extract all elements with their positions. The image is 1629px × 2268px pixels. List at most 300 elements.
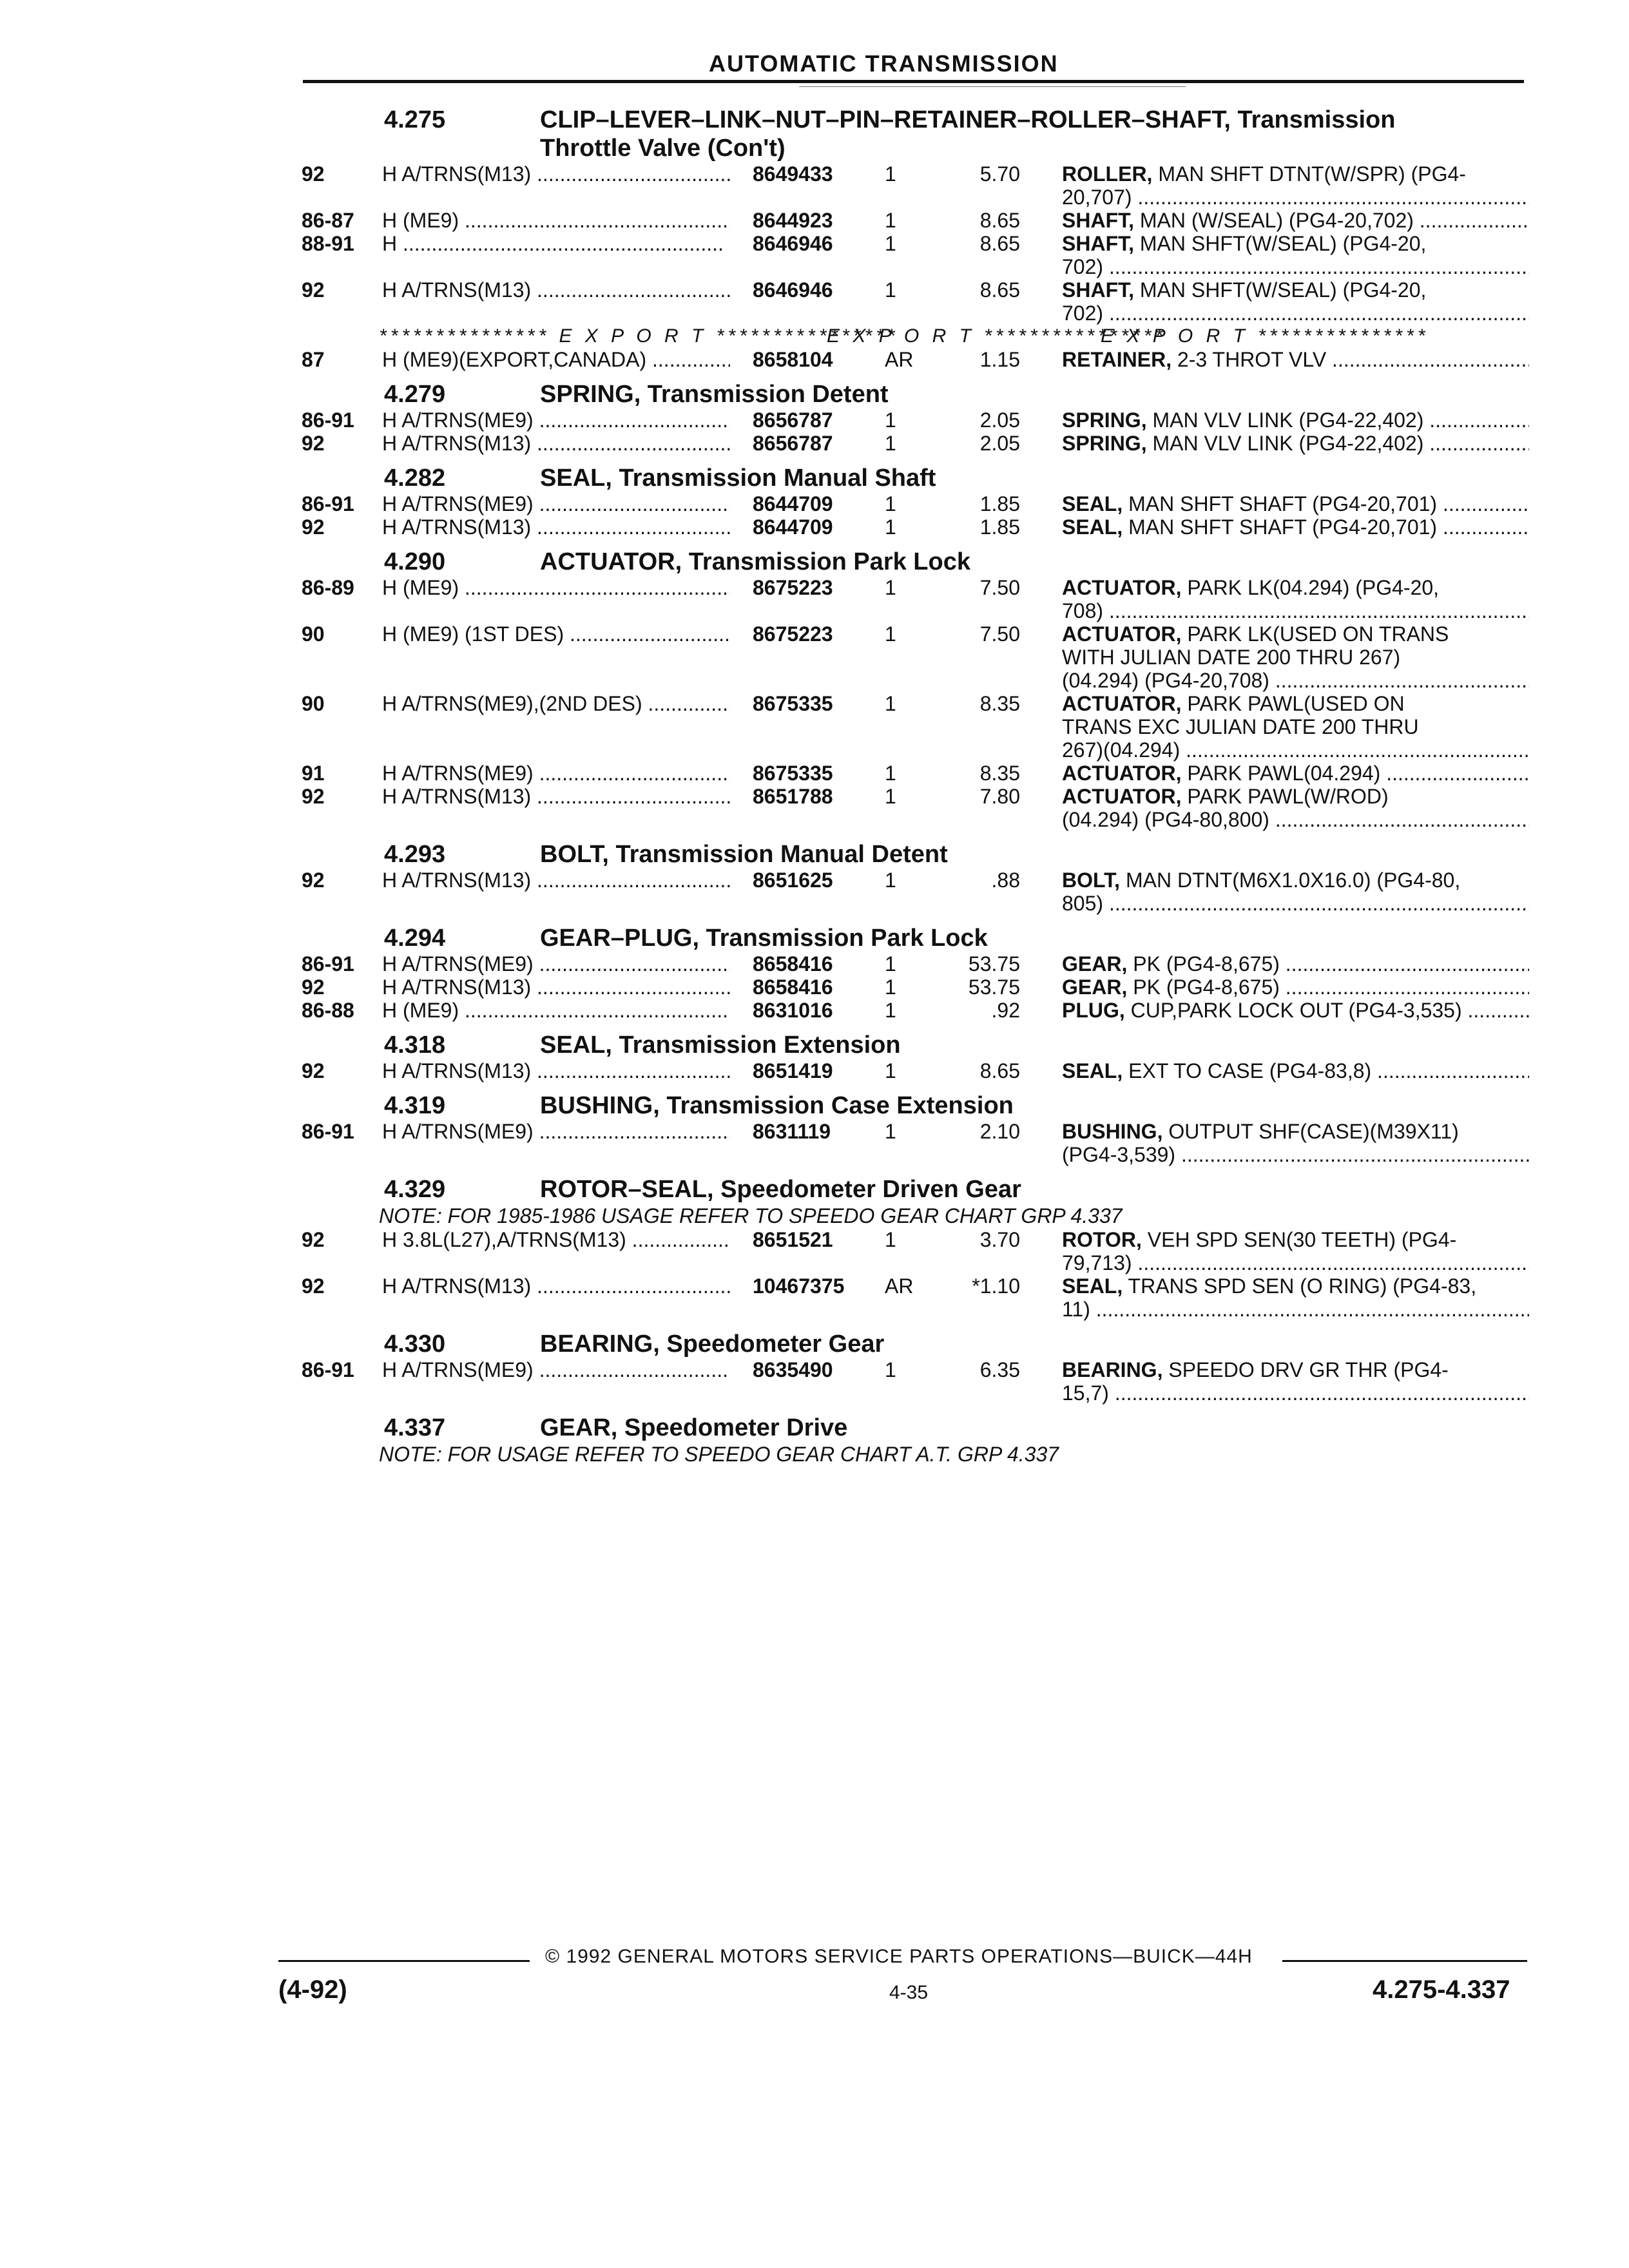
description-text: 15,7) (1062, 1381, 1109, 1405)
part-description (1062, 622, 1529, 692)
description-keyword: BEARING, (1062, 1358, 1163, 1381)
part-number: 8675223 (753, 576, 833, 599)
price: 7.50 (979, 622, 1020, 646)
application: H A/TRNS(ME9) ..... (382, 492, 730, 515)
quantity: 1 (885, 952, 896, 975)
footer-revision-date: (4-92) (278, 1975, 347, 2004)
usage-note: NOTE: FOR USAGE REFER TO SPEEDO GEAR CHART A.T. GRP 4.337 (379, 1443, 1059, 1466)
section-number: 4.279 (384, 381, 446, 408)
description-line (1062, 576, 1529, 599)
part-description (1062, 952, 1529, 975)
price: *1.10 (972, 1274, 1020, 1298)
description-line (1062, 869, 1529, 892)
price: 8.35 (979, 692, 1020, 715)
description-keyword: SHAFT, (1062, 232, 1134, 255)
description-line (1062, 999, 1529, 1022)
model-years: 86-88 (302, 999, 354, 1022)
part-description (1062, 1274, 1529, 1321)
header-rule (303, 80, 1524, 83)
section-heading (302, 924, 1532, 952)
quantity: 1 (885, 432, 896, 455)
description-line (1062, 715, 1529, 738)
description-line (1062, 162, 1529, 186)
part-row (302, 576, 1532, 622)
price: 3.70 (979, 1228, 1020, 1251)
footer-copyright: © 1992 GENERAL MOTORS SERVICE PARTS OPERATIONS—BUICK—44H (545, 1946, 1253, 1967)
section-4-329 (302, 1175, 1532, 1321)
part-number: 8658416 (753, 975, 833, 999)
application: H A/TRNS(M13) ..... (382, 869, 730, 892)
title-line: SEAL, Transmission Manual Shaft (540, 465, 936, 492)
description-text: 11) (1062, 1298, 1090, 1321)
description-text: PK (PG4-8,675) (1127, 975, 1280, 999)
model-years: 86-89 (302, 576, 354, 599)
description-text: TRANS EXC JULIAN DATE 200 THRU (1062, 715, 1419, 738)
price: .92 (991, 999, 1020, 1022)
part-number: 8675335 (753, 762, 833, 785)
price: 53.75 (968, 975, 1020, 999)
model-years: 91 (302, 762, 325, 785)
description-line (1062, 255, 1529, 278)
part-description (1062, 762, 1529, 785)
price: 8.65 (979, 278, 1020, 302)
description-keyword: PLUG, (1062, 999, 1125, 1022)
section-4-294 (302, 924, 1532, 1022)
description-line (1062, 1120, 1529, 1143)
part-description (1062, 515, 1529, 539)
part-number: 8651625 (753, 869, 833, 892)
description-line (1062, 1381, 1529, 1405)
description-line (1062, 1059, 1529, 1082)
part-description (1062, 162, 1529, 209)
part-row (302, 762, 1532, 785)
price: 7.50 (979, 576, 1020, 599)
application: H A/TRNS(M13) ..... (382, 162, 730, 186)
price: 53.75 (968, 952, 1020, 975)
part-number: 8646946 (753, 232, 833, 255)
description-text: (04.294) (PG4-80,800) (1062, 808, 1269, 831)
application: H A/TRNS(ME9) ..... (382, 952, 730, 975)
application: H A/TRNS(ME9) ..... (382, 762, 730, 785)
description-text: 267)(04.294) (1062, 738, 1181, 762)
description-text: PARK PAWL(W/ROD) (1181, 785, 1389, 808)
description-line (1062, 1298, 1529, 1321)
section-number: 4.318 (384, 1032, 446, 1059)
part-number: 8644923 (753, 209, 833, 232)
description-text: 2-3 THROT VLV (1171, 348, 1327, 371)
part-row (302, 348, 1532, 371)
part-row (302, 1358, 1532, 1405)
section-heading (302, 840, 1532, 869)
description-text: OUTPUT SHF(CASE)(M39X11) (1162, 1120, 1459, 1143)
title-line: GEAR, Speedometer Drive (540, 1414, 848, 1441)
application: H A/TRNS(M13) ..... (382, 515, 730, 539)
description-keyword: SEAL, (1062, 515, 1123, 539)
quantity: 1 (885, 576, 896, 599)
quantity: 1 (885, 975, 896, 999)
description-keyword: SPRING, (1062, 408, 1147, 432)
price: 7.80 (979, 785, 1020, 808)
part-description (1062, 785, 1529, 831)
footer-page-number: 4-35 (889, 1982, 929, 2003)
model-years: 92 (302, 432, 325, 455)
quantity: AR (885, 348, 914, 371)
description-text: WITH JULIAN DATE 200 THRU 267) (1062, 646, 1401, 669)
title-line: SEAL, Transmission Extension (540, 1032, 901, 1059)
description-line (1062, 186, 1529, 209)
section-number: 4.290 (384, 548, 446, 575)
part-row (302, 408, 1532, 432)
part-description (1062, 492, 1529, 515)
parts-list (302, 97, 1532, 1466)
application: H A/TRNS(ME9),(2ND DES) ..... (382, 692, 730, 715)
application: H A/TRNS(ME9) ..... (382, 408, 730, 432)
section-number: 4.319 (384, 1092, 446, 1119)
description-keyword: ACTUATOR, (1062, 622, 1182, 646)
part-number: 8675223 (753, 622, 833, 646)
part-description (1062, 348, 1529, 371)
application: H A/TRNS(M13) ..... (382, 278, 730, 302)
description-line (1062, 646, 1529, 669)
price: 2.05 (979, 432, 1020, 455)
description-text: 702) (1062, 302, 1104, 325)
application: H (ME9) ..... (382, 999, 730, 1022)
description-line (1062, 1228, 1529, 1251)
section-heading (302, 548, 1532, 576)
description-keyword: SPRING, (1062, 432, 1147, 455)
quantity: 1 (885, 1120, 896, 1143)
application: H (ME9) (1ST DES) ..... (382, 622, 730, 646)
title-line: BEARING, Speedometer Gear (540, 1331, 885, 1358)
part-row (302, 515, 1532, 539)
part-row (302, 622, 1532, 692)
quantity: 1 (885, 1059, 896, 1082)
description-keyword: SEAL, (1062, 1274, 1123, 1298)
part-description (1062, 975, 1529, 999)
description-line (1062, 622, 1529, 646)
part-description (1062, 692, 1529, 762)
section-title (540, 464, 1532, 492)
description-text: MAN VLV LINK (PG4-22,402) (1146, 408, 1424, 432)
description-text: TRANS SPD SEN (O RING) (PG4-83, (1123, 1274, 1477, 1298)
section-heading (302, 1330, 1532, 1358)
application: H A/TRNS(ME9) ..... (382, 1120, 730, 1143)
model-years: 90 (302, 692, 325, 715)
description-text: PARK PAWL(04.294) (1181, 762, 1381, 785)
section-title (540, 1414, 1532, 1442)
title-line: Throttle Valve (Con't) (540, 135, 786, 162)
part-row (302, 432, 1532, 455)
model-years: 87 (302, 348, 325, 371)
quantity: 1 (885, 209, 896, 232)
description-text: MAN (W/SEAL) (PG4-20,702) (1134, 209, 1414, 232)
description-text: PARK LK(USED ON TRANS (1181, 622, 1449, 646)
part-row (302, 278, 1532, 325)
description-text: 20,707) (1062, 186, 1132, 209)
price: 8.65 (979, 232, 1020, 255)
model-years: 88-91 (302, 232, 354, 255)
part-row (302, 952, 1532, 975)
section-title (540, 1330, 1532, 1358)
model-years: 92 (302, 975, 325, 999)
description-line (1062, 892, 1529, 915)
description-text: CUP,PARK LOCK OUT (PG4-3,535) (1124, 999, 1462, 1022)
part-number: 8651419 (753, 1059, 833, 1082)
description-line (1062, 599, 1529, 622)
description-line (1062, 408, 1529, 432)
description-keyword: BOLT, (1062, 869, 1121, 892)
part-description (1062, 576, 1529, 622)
model-years: 92 (302, 869, 325, 892)
application: H A/TRNS(M13) ..... (382, 785, 730, 808)
section-4-293 (302, 840, 1532, 915)
section-title (540, 1091, 1532, 1120)
model-years: 92 (302, 515, 325, 539)
part-description (1062, 278, 1529, 325)
description-line (1062, 232, 1529, 255)
model-years: 92 (302, 162, 325, 186)
description-line (1062, 348, 1529, 371)
price: 1.85 (979, 492, 1020, 515)
description-line (1062, 692, 1529, 715)
description-text: MAN SHFT SHAFT (PG4-20,701) (1123, 492, 1438, 515)
description-text: MAN SHFT(W/SEAL) (PG4-20, (1134, 232, 1427, 255)
description-text: PK (PG4-8,675) (1127, 952, 1280, 975)
description-keyword: BUSHING, (1062, 1120, 1163, 1143)
quantity: 1 (885, 869, 896, 892)
part-description (1062, 1358, 1529, 1405)
title-line: SPRING, Transmission Detent (540, 381, 889, 408)
quantity: 1 (885, 999, 896, 1022)
description-keyword: GEAR, (1062, 952, 1128, 975)
title-line: BUSHING, Transmission Case Extension (540, 1092, 1014, 1119)
application: H (ME9)(EXPORT,CANADA) ..... (382, 348, 730, 371)
part-row (302, 1228, 1532, 1274)
description-keyword: ACTUATOR, (1062, 762, 1182, 785)
application: H A/TRNS(M13) ..... (382, 975, 730, 999)
quantity: 1 (885, 232, 896, 255)
title-line: CLIP–LEVER–LINK–NUT–PIN–RETAINER–ROLLER–SHAFT, Transmission (540, 106, 1396, 133)
part-description (1062, 1059, 1529, 1082)
part-description (1062, 1120, 1529, 1166)
price: 8.65 (979, 209, 1020, 232)
section-heading (302, 464, 1532, 492)
section-4-279 (302, 380, 1532, 455)
quantity: 1 (885, 278, 896, 302)
section-4-290 (302, 548, 1532, 831)
description-keyword: SHAFT, (1062, 278, 1134, 302)
header-rule-thin (799, 86, 1186, 87)
part-number: 8675335 (753, 692, 833, 715)
section-heading (302, 1175, 1532, 1204)
model-years: 86-91 (302, 1120, 354, 1143)
title-line: GEAR–PLUG, Transmission Park Lock (540, 925, 988, 952)
description-text: 805) (1062, 892, 1104, 915)
section-4-275 (302, 106, 1532, 371)
model-years: 92 (302, 278, 325, 302)
model-years: 90 (302, 622, 325, 646)
export-divider (302, 325, 1532, 348)
application: H 3.8L(L27),A/TRNS(M13) ..... (382, 1228, 730, 1251)
description-line (1062, 808, 1529, 831)
page-header-title: AUTOMATIC TRANSMISSION (709, 50, 1059, 77)
application: H (ME9) ..... (382, 209, 730, 232)
part-number: 8658416 (753, 952, 833, 975)
description-line (1062, 492, 1529, 515)
description-line (1062, 1251, 1529, 1274)
section-number: 4.330 (384, 1331, 446, 1358)
description-keyword: SEAL, (1062, 492, 1123, 515)
model-years: 92 (302, 1228, 325, 1251)
usage-note: NOTE: FOR 1985-1986 USAGE REFER TO SPEEDO GEAR CHART GRP 4.337 (379, 1204, 1123, 1227)
part-description (1062, 432, 1529, 455)
quantity: 1 (885, 692, 896, 715)
quantity: 1 (885, 162, 896, 186)
section-number: 4.329 (384, 1176, 446, 1203)
part-number: 8646946 (753, 278, 833, 302)
section-number: 4.275 (384, 106, 446, 133)
description-keyword: ACTUATOR, (1062, 785, 1182, 808)
section-4-330 (302, 1330, 1532, 1405)
export-label: E X P O R T *************** (1101, 325, 1429, 347)
description-line (1062, 302, 1529, 325)
part-row (302, 999, 1532, 1022)
price: 6.35 (979, 1358, 1020, 1381)
quantity: 1 (885, 408, 896, 432)
description-line (1062, 785, 1529, 808)
model-years: 92 (302, 785, 325, 808)
part-number: 8651788 (753, 785, 833, 808)
part-number: 8631016 (753, 999, 833, 1022)
section-title (540, 1031, 1532, 1059)
part-row (302, 492, 1532, 515)
quantity: 1 (885, 785, 896, 808)
part-number: 8644709 (753, 492, 833, 515)
price: .88 (991, 869, 1020, 892)
part-row (302, 692, 1532, 762)
section-4-282 (302, 464, 1532, 539)
price: 8.65 (979, 1059, 1020, 1082)
description-line (1062, 762, 1529, 785)
section-title (540, 106, 1532, 162)
price: 8.35 (979, 762, 1020, 785)
section-heading (302, 1031, 1532, 1059)
model-years: 86-91 (302, 1358, 354, 1381)
description-text: MAN SHFT(W/SEAL) (PG4-20, (1134, 278, 1427, 302)
description-text: 708) (1062, 599, 1104, 622)
description-keyword: ROTOR, (1062, 1228, 1142, 1251)
price: 5.70 (979, 162, 1020, 186)
title-line: ACTUATOR, Transmission Park Lock (540, 548, 970, 575)
quantity: AR (885, 1274, 914, 1298)
part-row (302, 209, 1532, 232)
description-text: EXT TO CASE (PG4-83,8) (1123, 1059, 1372, 1082)
description-text: MAN DTNT(M6X1.0X16.0) (PG4-80, (1120, 869, 1461, 892)
part-row (302, 162, 1532, 209)
description-keyword: ROLLER, (1062, 162, 1153, 186)
part-number: 8651521 (753, 1228, 833, 1251)
title-line: BOLT, Transmission Manual Detent (540, 841, 948, 868)
description-text: VEH SPD SEN(30 TEETH) (PG4- (1141, 1228, 1457, 1251)
part-number: 8631119 (753, 1120, 831, 1143)
description-text: MAN SHFT DTNT(W/SPR) (PG4- (1152, 162, 1466, 186)
model-years: 86-91 (302, 952, 354, 975)
section-number: 4.294 (384, 925, 446, 952)
part-number: 8635490 (753, 1358, 833, 1381)
quantity: 1 (885, 515, 896, 539)
part-description (1062, 1228, 1529, 1274)
description-text: (04.294) (PG4-20,708) (1062, 669, 1269, 692)
part-row (302, 1059, 1532, 1082)
description-text: 702) (1062, 255, 1104, 278)
description-line (1062, 975, 1529, 999)
model-years: 86-91 (302, 408, 354, 432)
description-line (1062, 278, 1529, 302)
section-heading (302, 1091, 1532, 1120)
description-text: MAN VLV LINK (PG4-22,402) (1146, 432, 1424, 455)
price: 1.15 (979, 348, 1020, 371)
description-keyword: SEAL, (1062, 1059, 1123, 1082)
part-description (1062, 408, 1529, 432)
model-years: 86-91 (302, 492, 354, 515)
description-line (1062, 669, 1529, 692)
description-line (1062, 515, 1529, 539)
description-line (1062, 432, 1529, 455)
description-text: PARK LK(04.294) (PG4-20, (1181, 576, 1440, 599)
description-keyword: ACTUATOR, (1062, 576, 1182, 599)
quantity: 1 (885, 762, 896, 785)
part-row (302, 232, 1532, 278)
footer-rule-right (1282, 1960, 1527, 1962)
application: H A/TRNS(M13) ..... (382, 432, 730, 455)
application: H ..... (382, 232, 730, 255)
description-line (1062, 1274, 1529, 1298)
description-text: 79,713) (1062, 1251, 1132, 1274)
price: 2.05 (979, 408, 1020, 432)
application: H A/TRNS(M13) ..... (382, 1059, 730, 1082)
section-number: 4.282 (384, 465, 446, 492)
price: 2.10 (979, 1120, 1020, 1143)
section-title (540, 840, 1532, 869)
section-number: 4.337 (384, 1414, 446, 1441)
quantity: 1 (885, 1358, 896, 1381)
section-heading (302, 106, 1532, 162)
description-line (1062, 952, 1529, 975)
application: H (ME9) ..... (382, 576, 730, 599)
description-line (1062, 209, 1529, 232)
footer-group-range: 4.275-4.337 (1373, 1975, 1510, 2004)
quantity: 1 (885, 1228, 896, 1251)
model-years: 92 (302, 1274, 325, 1298)
part-number: 8649433 (753, 162, 833, 186)
section-4-318 (302, 1031, 1532, 1082)
description-line (1062, 1358, 1529, 1381)
part-row (302, 869, 1532, 915)
description-text: PARK PAWL(USED ON (1181, 692, 1405, 715)
section-title (540, 548, 1532, 576)
part-description (1062, 232, 1529, 278)
part-number: 8658104 (753, 348, 833, 371)
description-keyword: SHAFT, (1062, 209, 1134, 232)
export-label: *************** E X P O R T **************** (379, 325, 899, 347)
description-line (1062, 1143, 1529, 1166)
part-row (302, 975, 1532, 999)
part-description (1062, 869, 1529, 915)
quantity: 1 (885, 492, 896, 515)
description-keyword: GEAR, (1062, 975, 1128, 999)
description-keyword: ACTUATOR, (1062, 692, 1182, 715)
title-line: ROTOR–SEAL, Speedometer Driven Gear (540, 1176, 1021, 1203)
